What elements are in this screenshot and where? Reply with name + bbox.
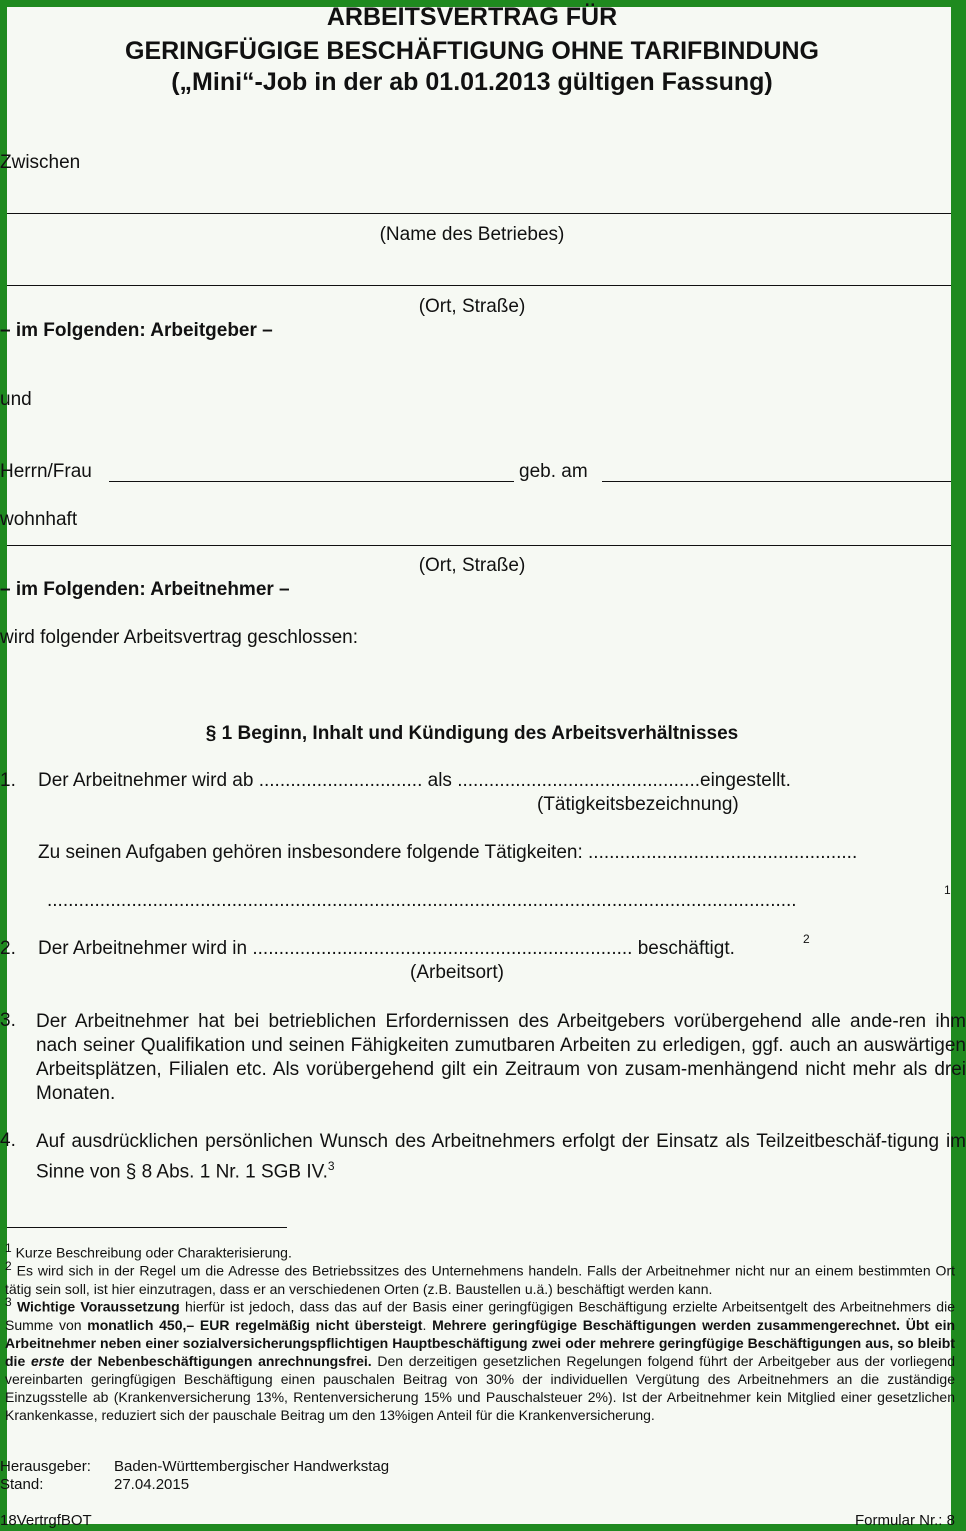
footnote-ref-1: 1 <box>944 883 951 897</box>
footnote-3-number: 3 <box>5 1295 12 1309</box>
p4-number: 4. <box>0 1130 16 1151</box>
ort-strasse-caption-1: (Ort, Straße) <box>418 296 526 317</box>
name-arbeitnehmer-line <box>109 481 514 482</box>
wohnhaft-label: wohnhaft <box>0 509 78 530</box>
publisher-label: Herausgeber: <box>0 1458 91 1475</box>
footer-left: 18VertrgfBOT <box>0 1512 92 1529</box>
p1-dots-line: .............................................................................................................................................. <box>47 890 797 911</box>
title-line-2: GERINGFÜGIGE BESCHÄFTIGUNG OHNE TARIFBINDUNG <box>125 37 819 65</box>
name-betrieb-line <box>7 213 951 214</box>
zwischen-label: Zwischen <box>0 152 81 173</box>
footnote-3: $^3$ Wichtige Voraussetzung hierfür ist jedoch, dass das auf der Basis einer geringfügigen Beschäftigung erzielte Arbeitsentgelt des Arbeitnehmers die Summe von monatlich 450,– EUR regelmäßig nicht übersteigt. Mehrere geringfügige Beschäftigungen werden zusammengerechnet. Übt ein Arbeitnehmer neben einer sozialversicherungspflichtigen Hauptbeschäftigung zwei oder mehrere geringfügige Beschäftigungen aus, so bleibt die erste der Nebenbeschäftigungen anrechnungsfrei. Den derzeitigen gesetzlichen Regelungen folgend führt der Arbeitgeber aus der vorliegend vereinbarten geringfügigen Beschäftigung einen pauschalen Beitrag von 30% der individuellen Vergütung des Arbeitnehmers an die zuständige Einzugsstelle ab (Krankenversicherung 13%, Rentenversicherung 15% und Pauschalsteuer 2%). Ist der Arbeitnehmer kein Mitglied einer gesetzlichen Krankenkasse, reduziert sich der pauschale Beitrag um den 13%igen Anteil für die Krankenversicherung. <box>5 1295 956 1423</box>
p2-text: Der Arbeitnehmer wird in ........................................................................ beschäftigt. <box>38 938 735 959</box>
ort-strasse-line-1 <box>7 285 951 286</box>
p4-text: Auf ausdrücklichen persönlichen Wunsch des Arbeitnehmers erfolgt der Einsatz als Teilzeitbeschäf-tigung im Sinne von § 8 Abs. 1 Nr. 1 SGB IV.$^3$ <box>36 1131 966 1183</box>
footer-right: Formular Nr.: 8 <box>854 1512 955 1529</box>
p2-arbeitsort-caption: (Arbeitsort) <box>410 962 504 983</box>
title-line-1: ARBEITSVERTRAG FÜR <box>326 3 618 31</box>
und-label: und <box>0 389 32 410</box>
p1-taetigkeit-caption: (Tätigkeitsbezeichnung) <box>537 794 739 815</box>
footnote-2 <box>5 1257 955 1298</box>
stand-value: 27.04.2015 <box>114 1476 190 1493</box>
p3-text: Der Arbeitnehmer hat bei betrieblichen Erfordernissen des Arbeitgebers vorübergehend alle ande-ren ihm nach seiner Qualifikation und seinen Fähigkeiten zumutbaren Arbeiten zu erledigen, ggf. auch an auswärtigen Arbeitsplätzen, Filialen etc. Als vorübergehend gilt ein Zeitraum von zusam-menhängend nicht mehr als drei Monaten. <box>36 1011 966 1104</box>
name-betrieb-caption: (Name des Betriebes) <box>379 224 565 245</box>
footnote-2-number: 2 <box>5 1259 12 1273</box>
stand-label: Stand: <box>0 1476 44 1493</box>
p2-number: 2. <box>0 938 16 959</box>
footnote-1-text: Kurze Beschreibung oder Charakterisierung. <box>15 1244 292 1261</box>
p1-tasks-text: Zu seinen Aufgaben gehören insbesondere folgende Tätigkeiten: ................................................... <box>38 842 858 863</box>
footnote-separator <box>7 1227 287 1228</box>
document-page <box>0 3 966 1529</box>
p3-number: 3. <box>0 1010 16 1031</box>
footnote-2-text: Es wird sich in der Regel um die Adresse des Betriebssitzes des Unternehmens handeln. Falls der Arbeitnehmer nicht nur an einem bestimmten Ort tätig sein soll, ist hier einzutragen, dass er an verschiedenen Orten (z.B. Baustellen u.ä.) beschäftigt werden kann. <box>5 1262 956 1297</box>
footnote-ref-2: 2 <box>803 932 810 946</box>
p1-number: 1. <box>0 770 16 791</box>
section-1-heading: § 1 Beginn, Inhalt und Kündigung des Arbeitsverhältnisses <box>205 723 739 744</box>
arbeitnehmer-label: – im Folgenden: Arbeitnehmer – <box>0 579 290 600</box>
geb-am-label: geb. am <box>519 461 588 482</box>
arbeitgeber-label: – im Folgenden: Arbeitgeber – <box>0 320 273 341</box>
title-line-3: („Mini“-Job in der ab 01.01.2013 gültigen Fassung) <box>171 68 773 96</box>
footnote-1-number: 1 <box>5 1241 12 1255</box>
herr-frau-label: Herrn/Frau <box>0 461 92 482</box>
ort-strasse-caption-2: (Ort, Straße) <box>418 555 526 576</box>
p1-text: Der Arbeitnehmer wird ab ............................... als ..............................................eingestellt. <box>38 770 791 791</box>
ort-strasse-line-2 <box>7 545 951 546</box>
footnote-ref-3: 3 <box>327 1159 335 1173</box>
geburtsdatum-line <box>602 481 951 482</box>
geschlossen-text: wird folgender Arbeitsvertrag geschlossen: <box>0 627 359 648</box>
publisher-value: Baden-Württembergischer Handwerkstag <box>114 1458 390 1475</box>
